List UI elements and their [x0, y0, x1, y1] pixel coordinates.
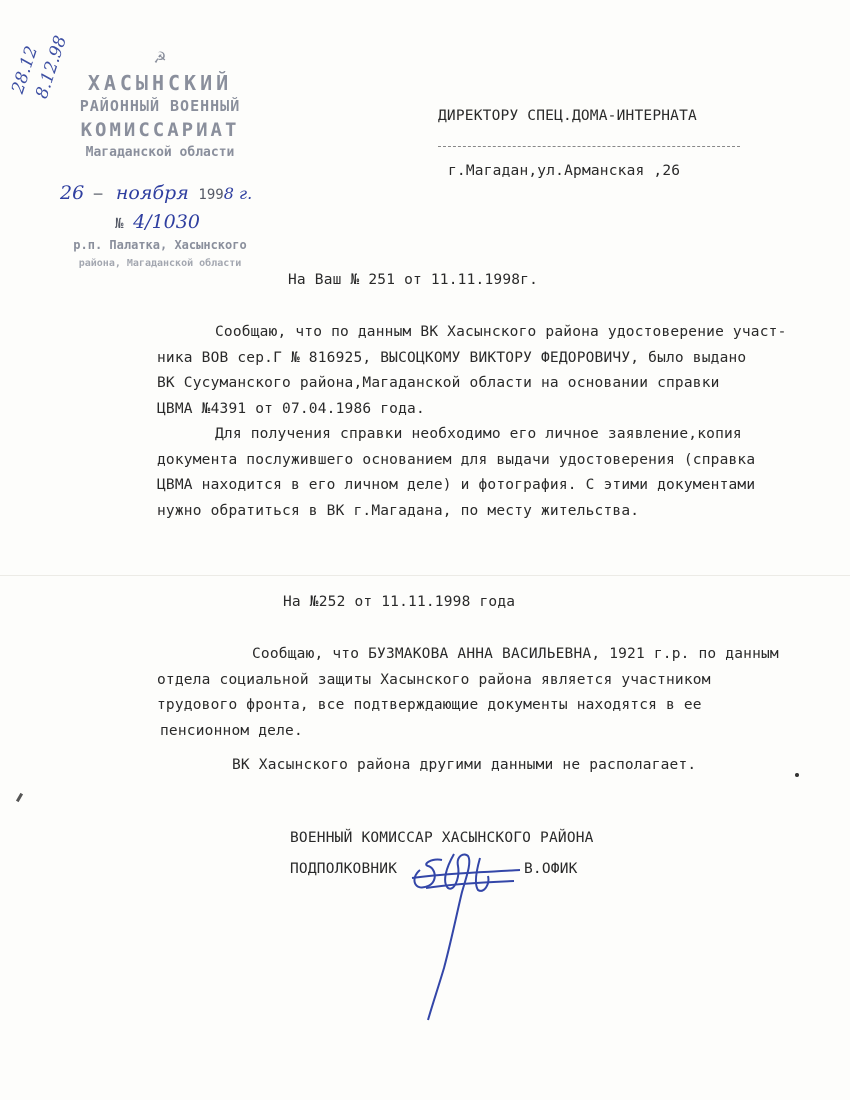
section1-paragraph-1 — [157, 320, 787, 422]
stamp-date-year-suffix: 8 г. — [223, 184, 253, 203]
stamp-number — [115, 211, 200, 233]
signatory-name: В.ОФИК — [524, 861, 578, 877]
text-line: Для получения справки необходимо его личное заявление,копия — [215, 426, 742, 442]
stamp-line-4: Магаданской области — [85, 145, 235, 160]
signatory-rank: ПОДПОЛКОВНИК — [290, 861, 398, 877]
section1-paragraph-2 — [157, 422, 755, 524]
text-line: ВК Сусуманского района,Магаданской области на основании справки — [157, 375, 720, 391]
stamp-line-2: РАЙОННЫЙ ВОЕННЫЙ — [79, 97, 241, 115]
office-stamp — [40, 47, 280, 275]
text-line: Сообщаю, что по данным ВК Хасынского района удостоверение участ- — [215, 324, 787, 340]
handwritten-note-2: 8.12.98 — [32, 33, 72, 102]
section2-paragraph-2: ВК Хасынского района другими данными не располагает. — [232, 757, 697, 773]
addressee-title: ДИРЕКТОРУ СПЕЦ.ДОМА-ИНТЕРНАТА — [438, 108, 697, 124]
addressee-city: г.Магадан,ул.Арманская ,26 — [448, 163, 681, 179]
section1-heading: На Ваш № 251 от 11.11.1998г. — [288, 272, 539, 288]
stamp-date-day: 26 — [60, 182, 85, 204]
handwritten-note-1: 28.12 — [8, 43, 43, 97]
stamp-date-month: ноября — [115, 182, 189, 204]
stamp-line-3: КОМИССАРИАТ — [80, 119, 240, 141]
stamp-number-prefix: № — [115, 216, 124, 232]
text-line: ника ВОВ сер.Г № 816925, ВЫСОЦКОМУ ВИКТОРУ ФЕДОРОВИЧУ, было выдано — [157, 349, 747, 366]
text-line: отдела социальной защиты Хасынского района является участником — [157, 671, 711, 688]
stamp-place-1: р.п. Палатка, Хасынского — [73, 238, 247, 252]
text-line: Сообщаю, что БУЗМАКОВА АННА ВАСИЛЬЕВНА, 1921 г.р. по данным — [252, 646, 779, 662]
stamp-number-value: 4/1030 — [133, 211, 200, 233]
signatory-position: ВОЕННЫЙ КОМИССАР ХАСЫНСКОГО РАЙОНА — [290, 830, 594, 846]
stamp-date-year-prefix: 199 — [198, 187, 224, 203]
handwritten-signature — [402, 848, 532, 1028]
text-line: трудового фронта, все подтверждающие документы находятся в ее — [157, 697, 702, 713]
addressee-dashed-line — [438, 146, 740, 147]
text-line: ЦВМА находится в его личном деле) и фотография. С этими документами — [157, 477, 756, 493]
stamp-date: 26 ─ ноября 1998 г. — [60, 182, 253, 204]
paper-fold-line — [0, 575, 850, 576]
stray-mark — [795, 773, 799, 777]
stray-mark — [16, 793, 23, 802]
emblem-icon: ☭ — [154, 47, 166, 68]
text-line: нужно обратиться в ВК г.Магадана, по месту жительства. — [157, 502, 640, 519]
section2-paragraph-1 — [157, 642, 779, 744]
stamp-line-1: ХАСЫНСКИЙ — [87, 71, 233, 95]
stamp-place-2: района, Магаданской области — [78, 258, 242, 269]
text-line: ЦВМА №4391 от 07.04.1986 года. — [157, 400, 425, 417]
text-line: пенсионном деле. — [160, 722, 303, 739]
text-line: документа послужившего основанием для выдачи удостоверения (справка — [157, 451, 756, 468]
section2-heading: На №252 от 11.11.1998 года — [283, 594, 516, 610]
